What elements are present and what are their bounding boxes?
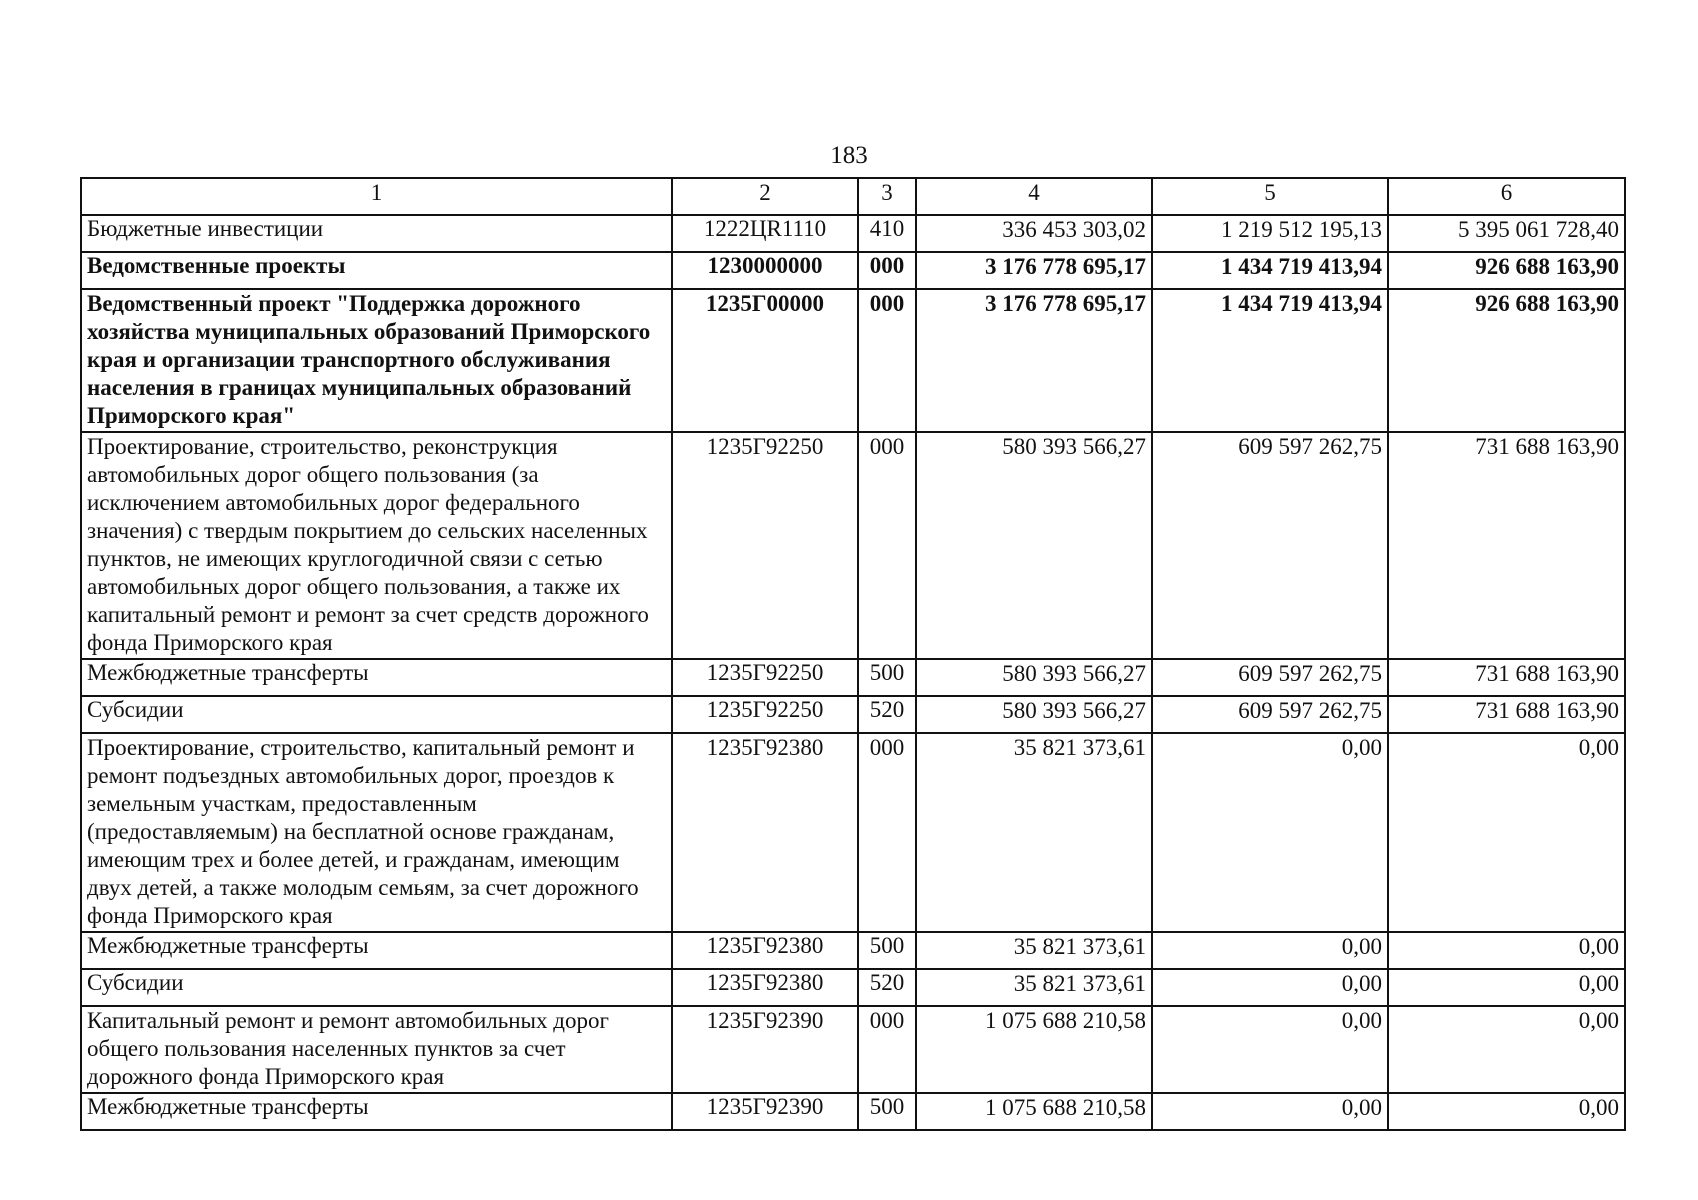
row-name: Субсидии [81, 969, 672, 1006]
row-value-col6: 0,00 [1388, 1006, 1625, 1093]
table-row [81, 696, 1625, 733]
row-value-col4: 35 821 373,61 [916, 969, 1152, 1006]
row-expense-type: 000 [858, 289, 916, 432]
table-row [81, 659, 1625, 696]
row-code: 1235Г92390 [672, 1093, 858, 1130]
row-code: 1235Г00000 [672, 289, 858, 432]
row-value-col5: 0,00 [1152, 733, 1388, 932]
row-name: Ведомственные проекты [81, 252, 672, 289]
column-header: 1 [81, 178, 672, 215]
row-name: Проектирование, строительство, реконструкция автомобильных дорог общего пользования (за исключением автомобильных дорог федерального значения) с твердым покрытием до сельских населенных пунктов, не имеющих круглогодичной связи с сетью автомобильных дорог общего пользования, а также их капитальный ремонт и ремонт за счет средств дорожного фонда Приморского края [81, 432, 672, 659]
row-expense-type: 410 [858, 215, 916, 252]
column-header: 3 [858, 178, 916, 215]
row-value-col6: 926 688 163,90 [1388, 252, 1625, 289]
row-code: 1235Г92250 [672, 696, 858, 733]
row-value-col4: 3 176 778 695,17 [916, 289, 1152, 432]
row-expense-type: 500 [858, 659, 916, 696]
row-name: Бюджетные инвестиции [81, 215, 672, 252]
row-value-col5: 0,00 [1152, 969, 1388, 1006]
table-row [81, 932, 1625, 969]
row-value-col5: 1 434 719 413,94 [1152, 252, 1388, 289]
table-row [81, 289, 1625, 432]
row-code: 1235Г92380 [672, 733, 858, 932]
row-name: Субсидии [81, 696, 672, 733]
row-value-col4: 1 075 688 210,58 [916, 1093, 1152, 1130]
row-expense-type: 000 [858, 733, 916, 932]
row-expense-type: 520 [858, 969, 916, 1006]
column-header: 4 [916, 178, 1152, 215]
row-code: 1235Г92250 [672, 659, 858, 696]
column-header: 2 [672, 178, 858, 215]
row-name: Проектирование, строительство, капитальный ремонт и ремонт подъездных автомобильных дорог, проездов к земельным участкам, предоставленным (предоставляемым) на бесплатной основе гражданам, имеющим трех и более детей, и гражданам, имеющим двух детей, а также молодым семьям, за счет дорожного фонда Приморского края [81, 733, 672, 932]
table-row [81, 1006, 1625, 1093]
table-row [81, 733, 1625, 932]
row-expense-type: 000 [858, 432, 916, 659]
row-value-col5: 1 434 719 413,94 [1152, 289, 1388, 432]
row-expense-type: 000 [858, 252, 916, 289]
row-name: Межбюджетные трансферты [81, 1093, 672, 1130]
row-value-col5: 0,00 [1152, 1006, 1388, 1093]
row-expense-type: 520 [858, 696, 916, 733]
row-code: 1235Г92250 [672, 432, 858, 659]
row-value-col4: 3 176 778 695,17 [916, 252, 1152, 289]
row-name: Межбюджетные трансферты [81, 659, 672, 696]
table-header-row [81, 178, 1625, 215]
row-value-col6: 0,00 [1388, 932, 1625, 969]
row-value-col4: 580 393 566,27 [916, 696, 1152, 733]
row-value-col6: 0,00 [1388, 969, 1625, 1006]
row-code: 1235Г92380 [672, 969, 858, 1006]
row-value-col5: 0,00 [1152, 932, 1388, 969]
row-value-col6: 731 688 163,90 [1388, 696, 1625, 733]
row-expense-type: 500 [858, 1093, 916, 1130]
row-code: 1230000000 [672, 252, 858, 289]
row-expense-type: 000 [858, 1006, 916, 1093]
column-header: 6 [1388, 178, 1625, 215]
row-value-col4: 580 393 566,27 [916, 659, 1152, 696]
row-value-col6: 731 688 163,90 [1388, 659, 1625, 696]
row-value-col4: 1 075 688 210,58 [916, 1006, 1152, 1093]
table-row [81, 432, 1625, 659]
row-code: 1235Г92390 [672, 1006, 858, 1093]
row-value-col6: 926 688 163,90 [1388, 289, 1625, 432]
table-row [81, 1093, 1625, 1130]
row-code: 1222ЦR1110 [672, 215, 858, 252]
row-value-col5: 609 597 262,75 [1152, 696, 1388, 733]
row-value-col4: 580 393 566,27 [916, 432, 1152, 659]
row-value-col6: 5 395 061 728,40 [1388, 215, 1625, 252]
row-value-col6: 0,00 [1388, 1093, 1625, 1130]
row-expense-type: 500 [858, 932, 916, 969]
row-value-col4: 35 821 373,61 [916, 932, 1152, 969]
row-value-col5: 0,00 [1152, 1093, 1388, 1130]
row-code: 1235Г92380 [672, 932, 858, 969]
row-name: Капитальный ремонт и ремонт автомобильных дорог общего пользования населенных пунктов за счет дорожного фонда Приморского края [81, 1006, 672, 1093]
table-row [81, 252, 1625, 289]
row-value-col5: 609 597 262,75 [1152, 432, 1388, 659]
row-value-col5: 609 597 262,75 [1152, 659, 1388, 696]
table-row [81, 215, 1625, 252]
row-value-col5: 1 219 512 195,13 [1152, 215, 1388, 252]
row-name: Ведомственный проект "Поддержка дорожного хозяйства муниципальных образований Приморского края и организации транспортного обслуживания населения в границах муниципальных образований Приморского края" [81, 289, 672, 432]
row-value-col6: 731 688 163,90 [1388, 432, 1625, 659]
row-value-col4: 336 453 303,02 [916, 215, 1152, 252]
column-header: 5 [1152, 178, 1388, 215]
page-number: 183 [830, 142, 868, 169]
budget-table [80, 177, 1626, 1131]
row-value-col4: 35 821 373,61 [916, 733, 1152, 932]
table-row [81, 969, 1625, 1006]
row-name: Межбюджетные трансферты [81, 932, 672, 969]
row-value-col6: 0,00 [1388, 733, 1625, 932]
